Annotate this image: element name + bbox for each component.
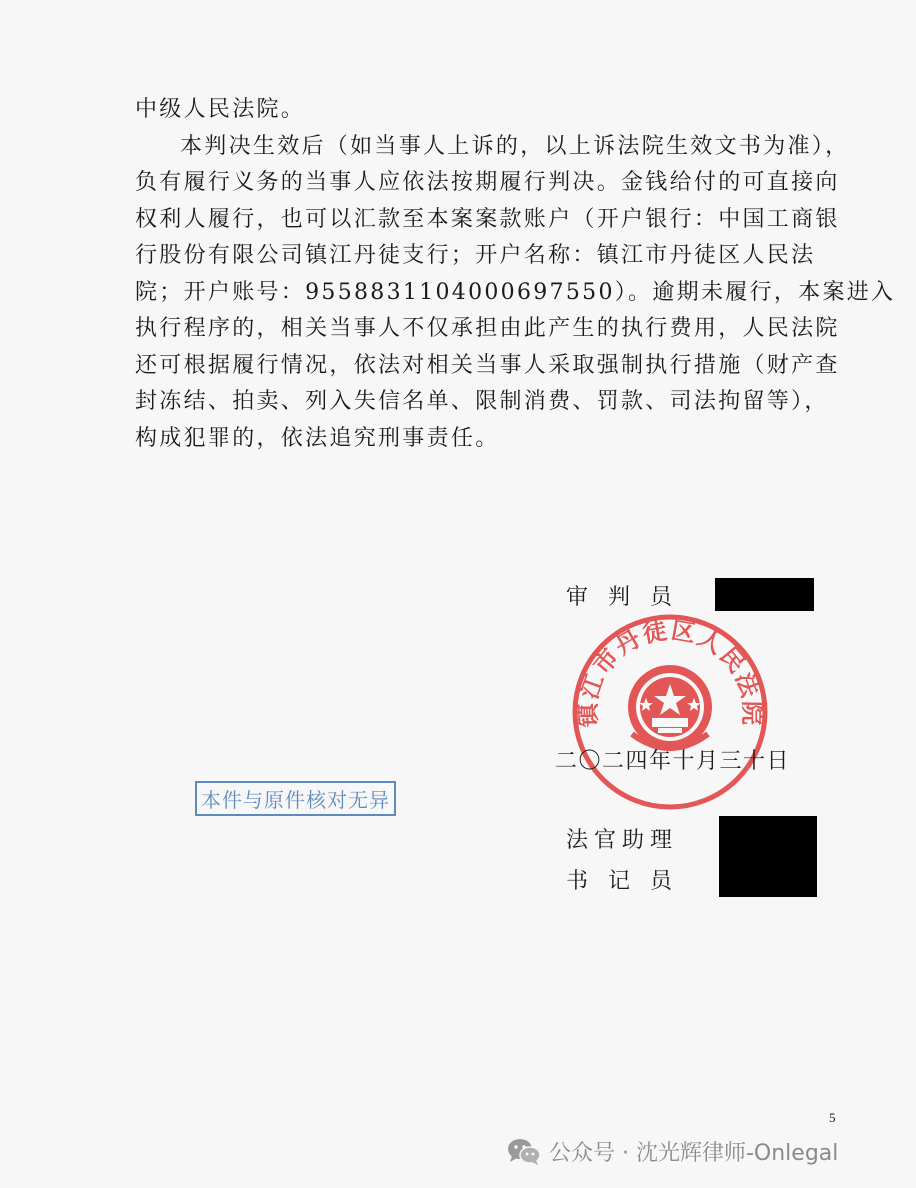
watermark-text: 公众号 · 沈光辉律师-Onlegal (549, 1141, 839, 1166)
paragraph-line: 执行程序的，相关当事人不仅承担由此产生的执行费用，人民法院 (135, 316, 840, 341)
paragraph-line: 中级人民法院。 (135, 97, 306, 122)
paragraph-line: 构成犯罪的，依法追究刑事责任。 (135, 425, 500, 451)
wechat-icon (507, 1138, 541, 1166)
paragraph-line: 本判决生效后（如当事人上诉的，以上诉法院生效文书为准）， (180, 133, 850, 159)
paragraph-line: 院；开户账号：9558831104000697550）。逾期未履行，本案进入 (135, 279, 896, 305)
seal-lettering: 镇江市丹徒区人民法院 (572, 615, 768, 728)
clerk-label: 书记员 (566, 869, 693, 894)
judgment-date: 二〇二四年十月三十日 (555, 749, 791, 774)
paragraph-line: 封冻结、拍卖、列入失信名单、限制消费、罚款、司法拘留等）， (135, 389, 829, 414)
judge-name-redaction (715, 578, 814, 611)
page-number: 5 (829, 1110, 836, 1125)
judge-label: 审判员 (566, 585, 693, 610)
watermark (507, 1136, 838, 1167)
court-seal-icon (570, 612, 770, 812)
judge-assistant-label: 法官助理 (566, 828, 679, 853)
copy-verified-stamp: 本件与原件核对无异 (195, 781, 396, 816)
paragraph-line: 负有履行义务的当事人应依法按期履行判决。金钱给付的可直接向 (135, 170, 840, 195)
paragraph-line: 行股份有限公司镇江丹徒支行；开户名称：镇江市丹徒区人民法 (135, 243, 816, 268)
paragraph-line: 还可根据履行情况，依法对相关当事人采取强制执行措施（财产查 (135, 352, 840, 378)
paragraph-line: 权利人履行，也可以汇款至本案案款账户（开户银行：中国工商银 (135, 206, 840, 232)
staff-names-redaction (719, 816, 817, 897)
judgment-body (135, 92, 896, 457)
